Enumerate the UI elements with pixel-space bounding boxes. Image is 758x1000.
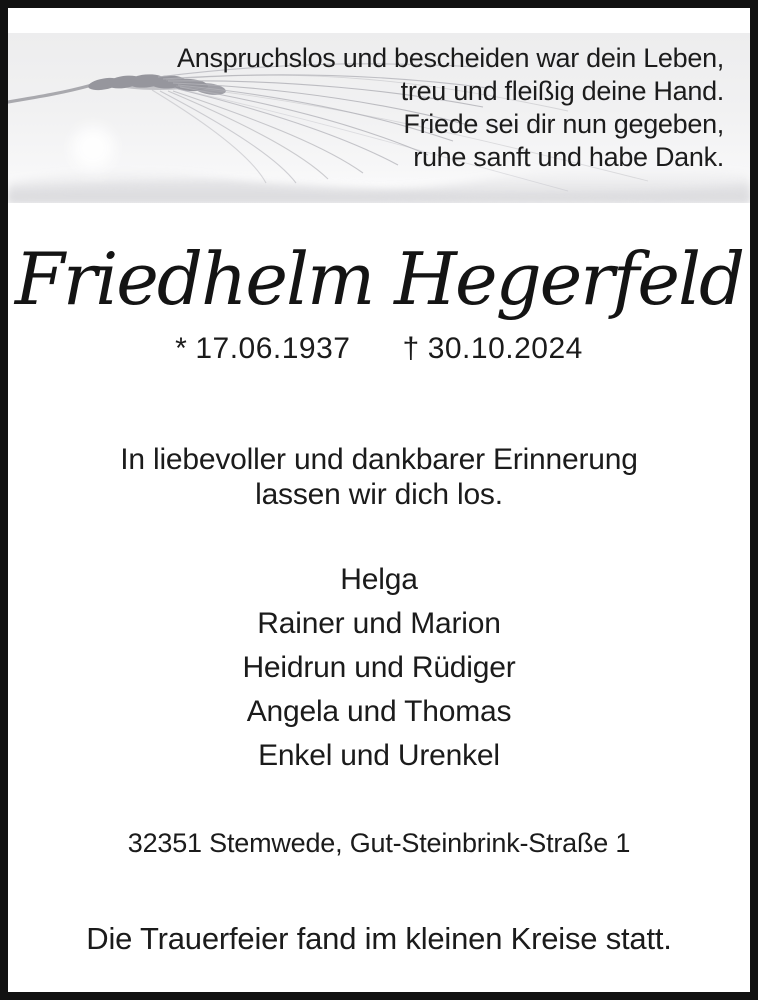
memorial-text — [8, 442, 750, 512]
funeral-note: Die Trauerfeier fand im kleinen Kreise statt. — [86, 920, 672, 956]
memorial-line: In liebevoller und dankbarer Erinnerung — [120, 442, 638, 476]
farewell-poem — [177, 42, 724, 174]
birth-star-symbol: * — [175, 331, 188, 365]
death-date: 30.10.2024 — [427, 331, 583, 365]
poem-line: treu und fleißig deine Hand. — [400, 76, 724, 106]
wheat-stem — [8, 85, 92, 103]
memorial-line: lassen wir dich los. — [255, 477, 503, 511]
mourner-line: Angela und Thomas — [246, 694, 512, 728]
birth-date-group — [175, 332, 350, 366]
address-line: 32351 Stemwede, Gut-Steinbrink-Straße 1 — [127, 827, 631, 858]
death-date-group — [403, 332, 583, 366]
header-band — [8, 33, 750, 203]
poem-line: ruhe sanft und habe Dank. — [413, 142, 724, 172]
mourner-line: Heidrun und Rüdiger — [242, 650, 516, 684]
poem-line: Friede sei dir nun gegeben, — [403, 109, 724, 139]
life-dates — [8, 332, 750, 366]
mourner-line: Helga — [340, 562, 418, 596]
light-spot — [72, 127, 114, 169]
mourner-line: Rainer und Marion — [257, 606, 501, 640]
mourners-list — [8, 558, 750, 778]
deceased-name: Friedhelm Hegerfeld — [14, 237, 744, 321]
mourner-line: Enkel und Urenkel — [258, 738, 500, 772]
death-cross-symbol: † — [402, 331, 420, 365]
poem-line: Anspruchslos und bescheiden war dein Leben, — [177, 43, 724, 73]
birth-date: 17.06.1937 — [195, 331, 351, 365]
